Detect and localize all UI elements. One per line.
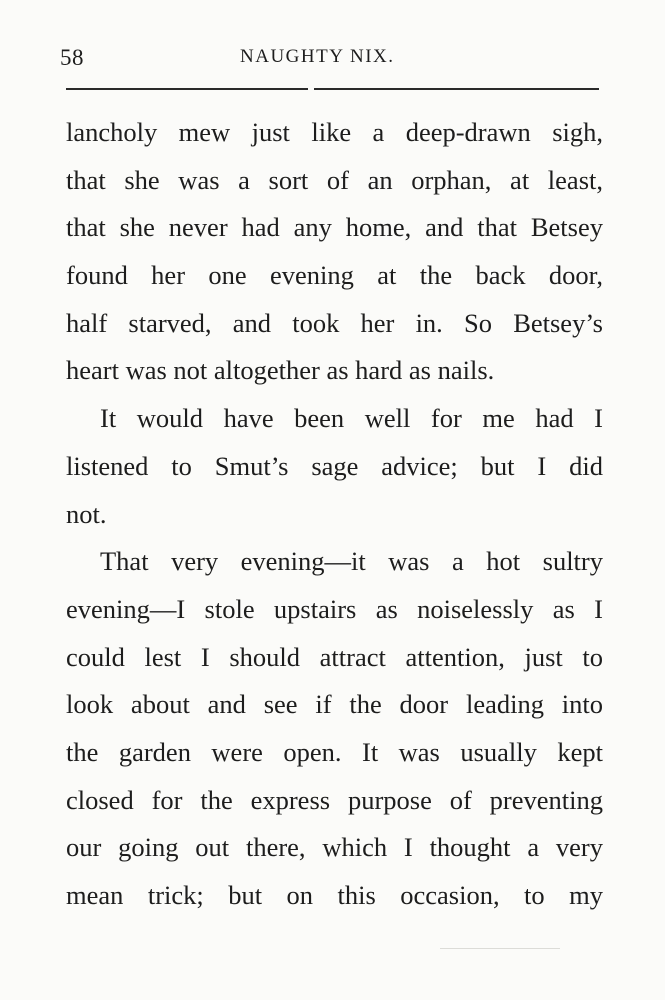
text-line: that she was a sort of an orphan, at least,: [66, 164, 603, 195]
text-line: listened to Smut’s sage advice; but I did: [66, 450, 603, 481]
text-line: half starved, and took her in. So Betsey’s: [66, 307, 603, 338]
header-rule-right: [314, 88, 599, 90]
text-line: heart was not altogether as hard as nails.: [66, 355, 495, 386]
text-line: that she never had any home, and that Betsey: [66, 212, 603, 243]
text-line: found her one evening at the back door,: [66, 260, 603, 291]
text-line: look about and see if the door leading into: [66, 689, 603, 720]
running-title: NAUGHTY NIX.: [240, 46, 395, 67]
paper-mark: [440, 948, 560, 949]
text-line: our going out there, which I thought a very: [66, 832, 603, 863]
text-line: evening—I stole upstairs as noiselessly as I: [66, 593, 603, 624]
paragraph-start-line: It would have been well for me had I: [100, 403, 603, 434]
text-line: closed for the express purpose of preventing: [66, 784, 603, 815]
text-line: could lest I should attract attention, just to: [66, 641, 603, 672]
page-number: 58: [60, 45, 84, 70]
text-line: lancholy mew just like a deep-drawn sigh,: [66, 117, 603, 147]
page-header: [60, 40, 600, 80]
text-line: not.: [66, 498, 107, 529]
text-line: mean trick; but on this occasion, to my: [66, 880, 603, 910]
text-line: the garden were open. It was usually kept: [66, 736, 603, 767]
paragraph-start-line: That very evening—it was a hot sultry: [100, 546, 603, 577]
body-text: [66, 109, 603, 920]
header-rule-left: [66, 88, 308, 90]
